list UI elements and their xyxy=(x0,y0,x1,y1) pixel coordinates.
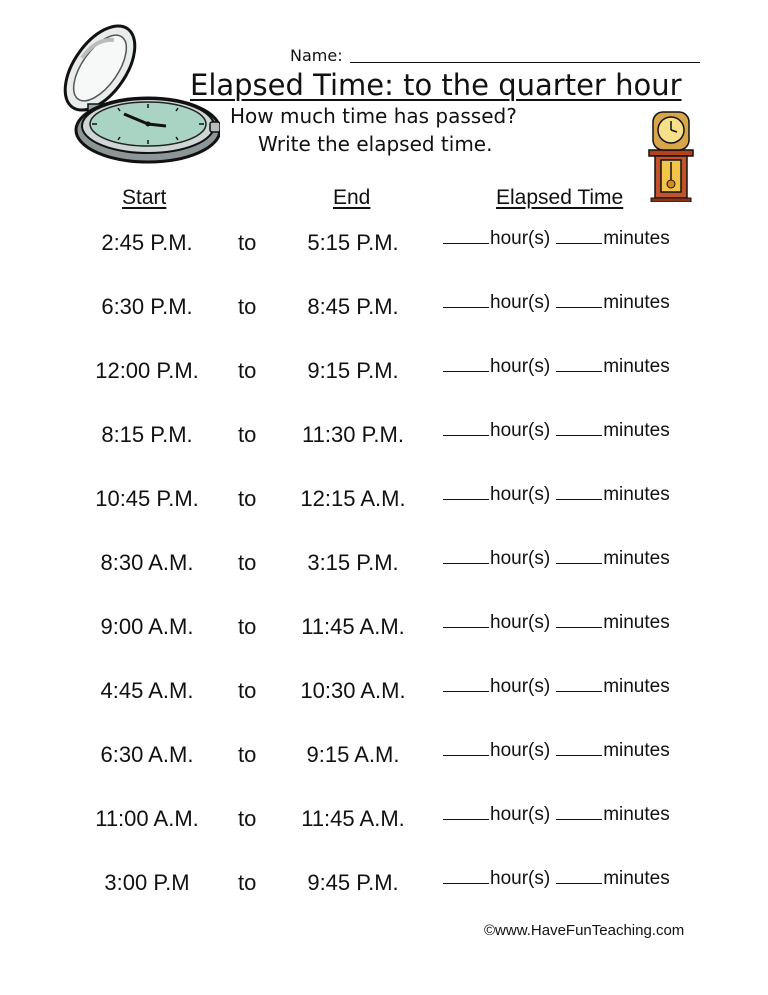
problem-row xyxy=(0,850,768,914)
minutes-blank[interactable] xyxy=(556,371,602,372)
hours-blank[interactable] xyxy=(443,755,489,756)
minutes-label: minutes xyxy=(603,420,670,441)
start-time: 6:30 A.M. xyxy=(100,742,194,767)
answer-area xyxy=(443,292,670,314)
column-header-end: End xyxy=(333,186,371,209)
minutes-label: minutes xyxy=(603,868,670,889)
minutes-blank[interactable] xyxy=(556,499,602,500)
end-time: 8:45 P.M. xyxy=(307,294,399,319)
hours-blank[interactable] xyxy=(443,243,489,244)
minutes-label: minutes xyxy=(603,292,670,313)
answer-area xyxy=(443,420,670,442)
minutes-blank[interactable] xyxy=(556,627,602,628)
minutes-label: minutes xyxy=(603,548,670,569)
problem-row xyxy=(0,402,768,466)
start-time: 8:15 P.M. xyxy=(101,422,193,447)
to-label: to xyxy=(238,742,257,767)
column-header-elapsed: Elapsed Time xyxy=(496,186,624,209)
end-time: 11:30 P.M. xyxy=(302,422,404,447)
end-time: 3:15 P.M. xyxy=(307,550,399,575)
minutes-blank[interactable] xyxy=(556,307,602,308)
start-time: 8:30 A.M. xyxy=(100,550,194,575)
problem-row xyxy=(0,530,768,594)
problem-row xyxy=(0,594,768,658)
footer-copyright: ©www.HaveFunTeaching.com xyxy=(484,922,685,939)
column-header-start: Start xyxy=(122,186,167,209)
hours-label: hour(s) xyxy=(490,740,551,761)
end-time: 11:45 A.M. xyxy=(301,614,405,639)
answer-area xyxy=(443,740,670,762)
answer-area xyxy=(443,676,670,698)
minutes-blank[interactable] xyxy=(556,243,602,244)
minutes-blank[interactable] xyxy=(556,691,602,692)
end-time: 12:15 A.M. xyxy=(300,486,406,511)
minutes-label: minutes xyxy=(603,676,670,697)
problem-row xyxy=(0,274,768,338)
grandfather-clock-icon xyxy=(645,110,697,202)
minutes-label: minutes xyxy=(603,804,670,825)
instruction-line-2: Write the elapsed time. xyxy=(258,132,493,156)
answer-area xyxy=(443,484,670,506)
end-time: 5:15 P.M. xyxy=(307,230,399,255)
end-time: 11:45 A.M. xyxy=(301,806,405,831)
to-label: to xyxy=(238,294,257,319)
to-label: to xyxy=(238,230,257,255)
start-time: 3:00 P.M xyxy=(104,870,190,895)
hours-blank[interactable] xyxy=(443,563,489,564)
problem-row xyxy=(0,210,768,274)
start-time: 4:45 A.M. xyxy=(100,678,194,703)
answer-area xyxy=(443,548,670,570)
minutes-blank[interactable] xyxy=(556,563,602,564)
problem-row xyxy=(0,338,768,402)
hours-label: hour(s) xyxy=(490,292,551,313)
problem-list xyxy=(0,210,768,914)
answer-area xyxy=(443,228,670,250)
hours-label: hour(s) xyxy=(490,484,551,505)
start-time: 9:00 A.M. xyxy=(100,614,194,639)
to-label: to xyxy=(238,358,257,383)
to-label: to xyxy=(238,806,257,831)
start-time: 11:00 A.M. xyxy=(95,806,199,831)
hours-label: hour(s) xyxy=(490,356,551,377)
problem-row xyxy=(0,722,768,786)
hours-label: hour(s) xyxy=(490,868,551,889)
to-label: to xyxy=(238,678,257,703)
answer-area xyxy=(443,804,670,826)
answer-area xyxy=(443,868,670,890)
hours-label: hour(s) xyxy=(490,676,551,697)
answer-area xyxy=(443,612,670,634)
end-time: 10:30 A.M. xyxy=(300,678,406,703)
minutes-label: minutes xyxy=(603,228,670,249)
minutes-blank[interactable] xyxy=(556,883,602,884)
hours-label: hour(s) xyxy=(490,228,551,249)
minutes-label: minutes xyxy=(603,484,670,505)
start-time: 6:30 P.M. xyxy=(101,294,193,319)
answer-area xyxy=(443,356,670,378)
hours-blank[interactable] xyxy=(443,691,489,692)
hours-label: hour(s) xyxy=(490,612,551,633)
minutes-blank[interactable] xyxy=(556,755,602,756)
end-time: 9:45 P.M. xyxy=(307,870,399,895)
to-label: to xyxy=(238,550,257,575)
hours-blank[interactable] xyxy=(443,307,489,308)
hours-label: hour(s) xyxy=(490,804,551,825)
hours-label: hour(s) xyxy=(490,420,551,441)
page-title: Elapsed Time: to the quarter hour xyxy=(190,68,682,102)
end-time: 9:15 A.M. xyxy=(306,742,400,767)
minutes-label: minutes xyxy=(603,356,670,377)
hours-blank[interactable] xyxy=(443,819,489,820)
problem-row xyxy=(0,786,768,850)
problem-row xyxy=(0,658,768,722)
minutes-label: minutes xyxy=(603,612,670,633)
to-label: to xyxy=(238,614,257,639)
hours-label: hour(s) xyxy=(490,548,551,569)
name-field[interactable] xyxy=(350,62,700,63)
hours-blank[interactable] xyxy=(443,883,489,884)
instruction-line-1: How much time has passed? xyxy=(230,104,517,128)
end-time: 9:15 P.M. xyxy=(307,358,399,383)
start-time: 10:45 P.M. xyxy=(95,486,199,511)
to-label: to xyxy=(238,486,257,511)
start-time: 12:00 P.M. xyxy=(95,358,199,383)
minutes-label: minutes xyxy=(603,740,670,761)
name-label: Name: xyxy=(290,46,343,65)
hours-blank[interactable] xyxy=(443,499,489,500)
hours-blank[interactable] xyxy=(443,435,489,436)
to-label: to xyxy=(238,422,257,447)
to-label: to xyxy=(238,870,257,895)
hours-blank[interactable] xyxy=(443,627,489,628)
minutes-blank[interactable] xyxy=(556,819,602,820)
minutes-blank[interactable] xyxy=(556,435,602,436)
start-time: 2:45 P.M. xyxy=(101,230,193,255)
hours-blank[interactable] xyxy=(443,371,489,372)
problem-row xyxy=(0,466,768,530)
